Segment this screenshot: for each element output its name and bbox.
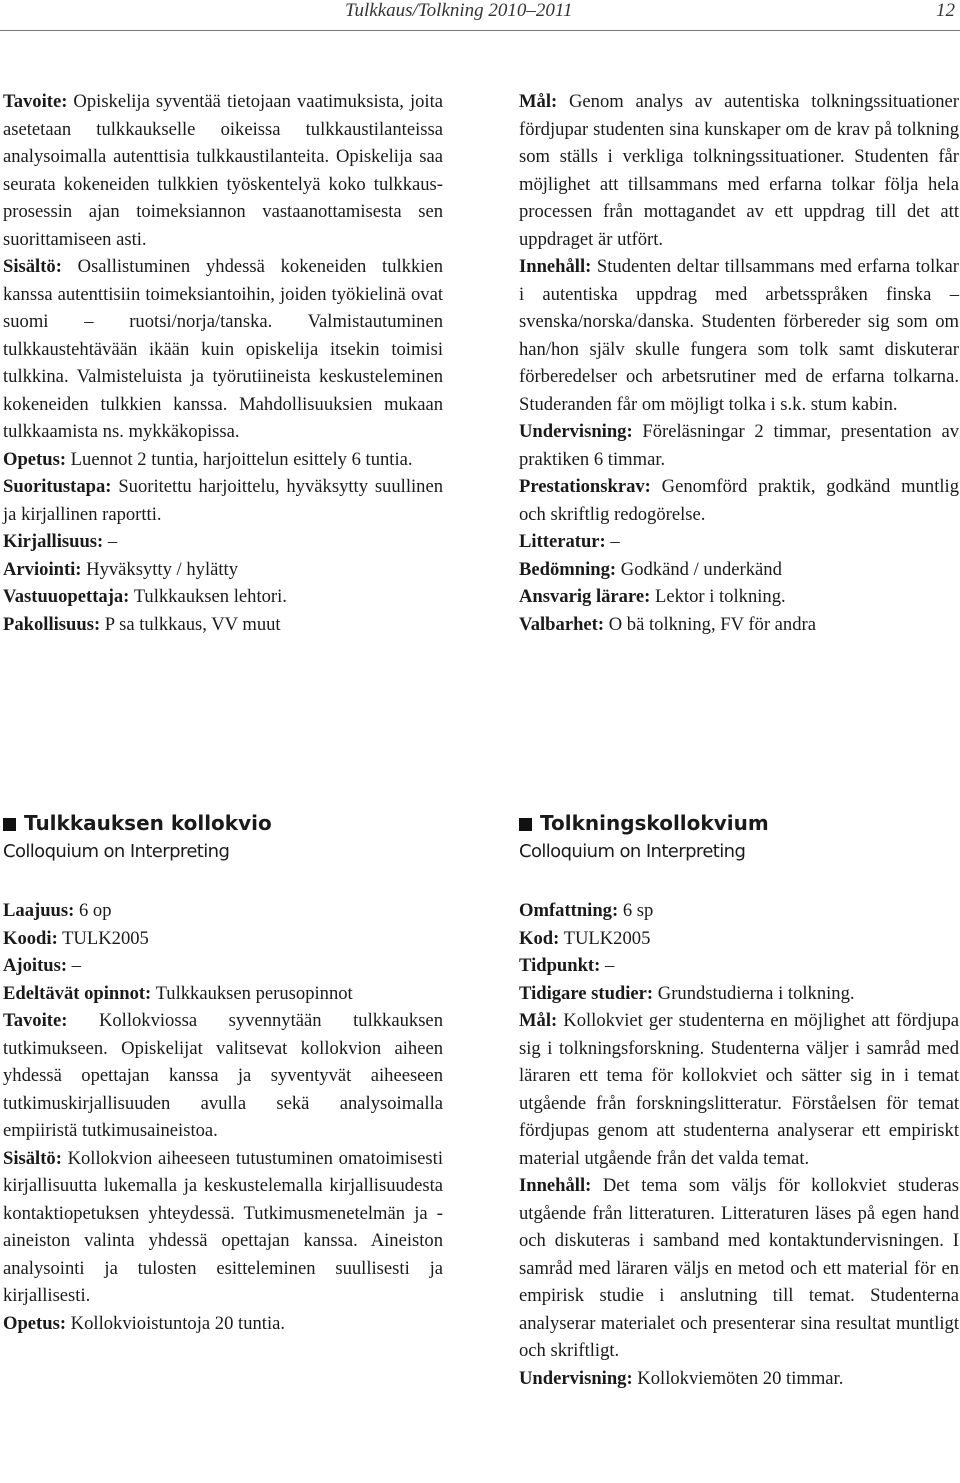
field-text: Kollokviemöten 20 timmar. — [632, 1367, 844, 1389]
field-label: Pakollisuus: — [3, 613, 101, 635]
square-bullet-icon — [519, 818, 532, 831]
field-ajoitus — [3, 952, 443, 980]
field-label: Valbarhet: — [519, 613, 605, 635]
field-valbarhet — [519, 611, 959, 639]
field-sisalto — [3, 1145, 443, 1310]
field-text: Kollokviossa syvennytään tulkkauksen tutkimukseen. Opiskelijat valitsevat kollokvion aiheen yhdessä opettajan kanssa ja syventyvät aiheeseen tutkimuskirjallisuuden avulla sekä analysoimalla empiiristä tutkimusaineistoa. — [3, 1010, 443, 1141]
course-description-fi — [3, 88, 443, 638]
field-bedomning — [519, 556, 959, 584]
field-text: Lektor i tolkning. — [650, 586, 786, 607]
course-subtitle: Colloquium on Interpreting — [3, 841, 230, 862]
field-label: Undervisning: — [519, 421, 633, 442]
field-koodi — [3, 925, 443, 953]
field-prestationskrav — [519, 473, 959, 528]
course-heading-fi — [3, 808, 443, 866]
field-label: Kirjallisuus: — [3, 531, 104, 552]
field-label: Innehåll: — [519, 256, 592, 277]
square-bullet-icon — [3, 818, 16, 831]
colloquium-description-sv — [519, 897, 959, 1392]
field-tidigare-studier — [519, 980, 959, 1008]
field-text: Det tema som väljs för kollokviet studeras utgående från litteraturen. Litteraturen läses på egen hand och diskuteras i samband med kontaktundervisningen. I samråd med läraren väljs en metod och ett material för en empirisk studie i anslutning till temat. Studenterna analyserar materialet och presenterar sina resultat muntligt och skriftligt. — [519, 1175, 959, 1361]
field-text: Hyväksytty / hylätty — [81, 558, 238, 580]
field-label: Sisältö: — [3, 256, 62, 277]
field-text: Genom analys av autentiska tolkningssituationer fördjupar studenten sina kunskaper om de krav på tolkning som ställs i verkliga tolkningssituationer. Studenten får möjlighet att tillsammans med erfarna tolkar följa hela processen från mottagandet av ett uppdrag till det att uppdraget är utfört. — [519, 91, 959, 250]
field-laajuus — [3, 897, 443, 925]
field-text: TULK2005 — [559, 927, 651, 949]
field-label: Opetus: — [3, 1312, 67, 1334]
field-label: Mål: — [519, 1010, 558, 1031]
course-description-sv — [519, 88, 959, 638]
running-title: Tulkkaus/Tolkning 2010–2011 — [345, 0, 573, 21]
field-text: Osallistuminen yhdessä kokeneiden tulkkien kanssa autenttisiin toimeksiantoihin, joiden työkielinä ovat suomi – ruotsi/norja/​tanska. Valmistautuminen tulkkaustehtävään ikään kuin opiskelija itsekin toimisi tulkkina. Valmisteluista ja työrutiineista keskusteleminen kokeneiden tulkkien kanssa. Mahdollisuuksien mukaan tulkkaamista ns. mykkäkopissa. — [3, 256, 443, 442]
field-text: Kollokvion aiheeseen tutustuminen omatoimisesti kirjallisuutta lukemalla ja keskustelemalla kirjallisuudesta kontaktiopetuksen yhteydessä. Tutkimusmenetelmän ja -aineiston valinta yhdessä opettajan kanssa. Aineiston analysointi ja tulosten esitteleminen suullisesti ja kirjallisesti. — [3, 1147, 443, 1306]
field-label: Omfattning: — [519, 900, 619, 921]
page-header — [0, 0, 960, 31]
field-label: Vastuuopettaja: — [3, 586, 130, 607]
field-label: Undervisning: — [519, 1367, 633, 1389]
field-label: Koodi: — [3, 927, 58, 949]
field-sisalto — [3, 253, 443, 446]
field-text: Tulkkauksen perusopinnot — [151, 982, 353, 1004]
field-text: – — [605, 531, 620, 552]
field-label: Edeltävät opinnot: — [3, 982, 152, 1004]
course-title — [3, 808, 443, 838]
field-text: Suoritettu harjoittelu, hyväksytty suullinen ja kirjallinen raportti. — [3, 476, 443, 525]
field-opetus — [3, 446, 443, 474]
field-text: Luennot 2 tuntia, harjoittelun esittely 6 tuntia. — [66, 448, 413, 470]
field-vastuuopettaja — [3, 583, 443, 611]
field-text: Föreläsningar 2 timmar, presentation av praktiken 6 timmar. — [519, 421, 959, 470]
field-text: Tulkkauksen lehtori. — [129, 586, 287, 607]
course-heading-sv — [519, 808, 959, 866]
field-label: Tavoite: — [3, 1010, 68, 1031]
field-text: Genomförd praktik, godkänd muntlig och skriftlig redogörelse. — [519, 476, 959, 525]
field-ansvarig-larare — [519, 583, 959, 611]
field-opetus — [3, 1310, 443, 1338]
field-label: Tidpunkt: — [519, 955, 601, 976]
field-litteratur — [519, 528, 959, 556]
field-kirjallisuus — [3, 528, 443, 556]
field-label: Tavoite: — [3, 91, 68, 112]
field-tavoite — [3, 1007, 443, 1145]
field-label: Innehåll: — [519, 1175, 592, 1196]
field-text: – — [67, 955, 81, 976]
field-mal — [519, 88, 959, 253]
field-innehall — [519, 253, 959, 418]
course-title — [519, 808, 959, 838]
field-pakollisuus — [3, 611, 443, 639]
field-tidpunkt — [519, 952, 959, 980]
field-text: Godkänd / underkänd — [616, 558, 782, 580]
field-tavoite — [3, 88, 443, 253]
field-label: Laajuus: — [3, 900, 75, 921]
field-label: Kod: — [519, 927, 560, 949]
field-label: Tidigare studier: — [519, 982, 654, 1004]
field-text: TULK2005 — [57, 927, 149, 949]
colloquium-description-fi — [3, 897, 443, 1337]
field-innehall — [519, 1172, 959, 1365]
field-omfattning — [519, 897, 959, 925]
field-mal — [519, 1007, 959, 1172]
field-text: Studenten deltar tillsammans med erfarna tolkar i autentiska uppdrag med arbetsspråken finska – svenska/norska/danska. Studenten förbereder sig som om han/​hon själv skulle fungera som tolk samt diskuterar förberedelser och arbetsrutiner med de erfarna tolkarna. Studeranden får om möjligt tolka i s.k. stum kabin. — [519, 256, 959, 415]
field-undervisning — [519, 1365, 959, 1393]
field-kod — [519, 925, 959, 953]
field-label: Ajoitus: — [3, 955, 68, 976]
page-number: 12 — [936, 0, 955, 21]
field-label: Opetus: — [3, 448, 67, 470]
course-title-text: Tolkningskollokvium — [540, 811, 769, 835]
field-label: Prestationskrav: — [519, 476, 651, 497]
field-label: Bedömning: — [519, 558, 617, 580]
field-label: Arviointi: — [3, 558, 82, 580]
field-label: Sisältö: — [3, 1147, 62, 1169]
field-text: O bä tolkning, FV för andra — [604, 613, 816, 635]
field-text: Opiskelija syventää tietojaan vaatimuksista, joita asetetaan tulkkaukselle oikeissa tulkkaustilanteissa analysoimalla autenttisia tulkkaustilanteita. Opiskelija saa seurata kokeneiden tulkkien työskentelyä koko tulkkausprosessin ajan toimeksiannon vastaanottamisesta sen suorittamiseen asti. — [3, 91, 443, 250]
field-undervisning — [519, 418, 959, 473]
field-label: Mål: — [519, 91, 558, 112]
field-text: Kollokviet ger studenterna en möjlighet att fördjupa sig i tolkningsforskning. Studenterna väljer i samråd med läraren ett tema för kollokviet och sätter sig in i temat utgående från forskningslitteratur. Förståelsen för temat fördjupas genom att studenterna analyserar ett empiriskt material utgående från det valda temat. — [519, 1010, 959, 1169]
field-text: Grundstudierna i tolkning. — [653, 982, 855, 1004]
field-text: 6 sp — [618, 900, 654, 921]
field-text: 6 op — [74, 900, 112, 921]
field-label: Suoritustapa: — [3, 476, 112, 497]
field-text: P sa tulkkaus, VV muut — [100, 613, 281, 635]
field-label: Litteratur: — [519, 531, 606, 552]
field-suoritustapa — [3, 473, 443, 528]
field-label: Ansvarig lärare: — [519, 586, 651, 607]
field-arviointi — [3, 556, 443, 584]
field-text: Kollokvioistuntoja 20 tuntia. — [66, 1312, 286, 1334]
field-edeltavat-opinnot — [3, 980, 443, 1008]
course-title-text: Tulkkauksen kollokvio — [24, 811, 272, 835]
field-text: – — [103, 531, 118, 552]
course-subtitle: Colloquium on Interpreting — [519, 841, 746, 862]
field-text: – — [600, 955, 615, 976]
